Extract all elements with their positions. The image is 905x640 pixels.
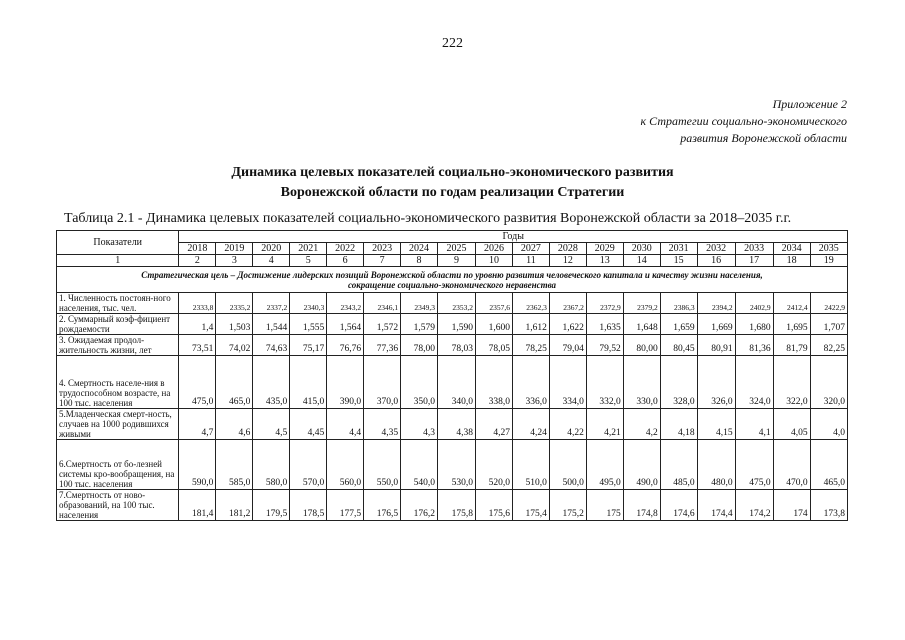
indicator-value: 81,36 [735, 335, 773, 356]
year-header: 2028 [549, 243, 586, 255]
indicator-value: 1,622 [549, 314, 586, 335]
indicator-value: 181,4 [179, 490, 216, 521]
indicator-value: 1,680 [735, 314, 773, 335]
indicator-value: 2412,4 [773, 293, 810, 314]
indicator-value: 2337,2 [253, 293, 290, 314]
indicator-value: 475,0 [735, 440, 773, 490]
indicator-value: 4,1 [735, 409, 773, 440]
indicator-value: 2343,2 [327, 293, 364, 314]
indicator-value: 2422,9 [810, 293, 847, 314]
indicator-value: 4,22 [549, 409, 586, 440]
indicator-value: 550,0 [364, 440, 401, 490]
indicator-value: 560,0 [327, 440, 364, 490]
indicator-value: 2346,1 [364, 293, 401, 314]
year-header: 2035 [810, 243, 847, 255]
indicator-value: 4,24 [512, 409, 549, 440]
column-number: 19 [810, 255, 847, 267]
header-row-column-numbers [57, 255, 848, 267]
goal-row [57, 267, 848, 293]
indicator-value: 175 [586, 490, 623, 521]
indicator-value: 82,25 [810, 335, 847, 356]
indicator-value: 1,503 [216, 314, 253, 335]
strategic-goal-line-2: сокращение социально-экономического неравенства [347, 279, 557, 290]
indicator-value: 181,2 [216, 490, 253, 521]
document-title-line-1: Динамика целевых показателей социально-экономического развития [231, 165, 674, 180]
indicator-value: 465,0 [216, 356, 253, 409]
indicator-label: 7.Смертность от ново-образований, на 100 тыс. населения [57, 490, 179, 521]
indicator-value: 2335,2 [216, 293, 253, 314]
indicator-label: 6.Смертность от бо-лезней системы кро-вообращения, на 100 тыс. населения [57, 440, 179, 490]
indicator-value: 500,0 [549, 440, 586, 490]
indicator-value: 2394,2 [697, 293, 735, 314]
indicator-value: 485,0 [660, 440, 697, 490]
indicator-label: 3. Ожидаемая продол-жительность жизни, лет [57, 335, 179, 356]
header-indicator: Показатели [57, 231, 179, 255]
indicator-value: 2386,3 [660, 293, 697, 314]
document-title-line-2: Воронежской области по годам реализации Стратегии [280, 185, 625, 200]
year-header: 2024 [401, 243, 438, 255]
indicator-value: 1,4 [179, 314, 216, 335]
indicator-value: 510,0 [512, 440, 549, 490]
year-header: 2022 [327, 243, 364, 255]
indicator-value: 4,6 [216, 409, 253, 440]
indicator-value: 585,0 [216, 440, 253, 490]
indicator-value: 322,0 [773, 356, 810, 409]
appendix-line-3: развития Воронежской области [680, 131, 847, 145]
indicator-value: 175,8 [438, 490, 476, 521]
indicator-value: 4,3 [401, 409, 438, 440]
column-number: 12 [549, 255, 586, 267]
column-number: 15 [660, 255, 697, 267]
table-row [57, 356, 848, 409]
column-number: 8 [401, 255, 438, 267]
indicator-value: 78,25 [512, 335, 549, 356]
header-years: Годы [179, 231, 848, 243]
indicator-value: 79,52 [586, 335, 623, 356]
column-number: 5 [290, 255, 327, 267]
indicator-value: 390,0 [327, 356, 364, 409]
column-number: 14 [623, 255, 660, 267]
indicator-value: 330,0 [623, 356, 660, 409]
indicator-value: 435,0 [253, 356, 290, 409]
indicator-label: 5.Младенческая смерт-ность, случаев на 1000 родившихся живыми [57, 409, 179, 440]
indicator-value: 1,707 [810, 314, 847, 335]
column-number: 18 [773, 255, 810, 267]
indicator-value: 173,8 [810, 490, 847, 521]
indicator-value: 175,4 [512, 490, 549, 521]
indicator-value: 4,35 [364, 409, 401, 440]
indicator-value: 326,0 [697, 356, 735, 409]
indicator-value: 370,0 [364, 356, 401, 409]
indicator-value: 1,572 [364, 314, 401, 335]
indicators-table [56, 230, 848, 521]
indicator-value: 2340,3 [290, 293, 327, 314]
year-header: 2021 [290, 243, 327, 255]
indicator-value: 174 [773, 490, 810, 521]
indicator-value: 177,5 [327, 490, 364, 521]
document-title [0, 163, 905, 203]
strategic-goal [57, 267, 848, 293]
table-row [57, 293, 848, 314]
indicator-value: 75,17 [290, 335, 327, 356]
indicator-value: 4,05 [773, 409, 810, 440]
indicator-value: 2367,2 [549, 293, 586, 314]
indicator-value: 1,659 [660, 314, 697, 335]
indicator-value: 570,0 [290, 440, 327, 490]
indicator-value: 4,5 [253, 409, 290, 440]
strategic-goal-line-1: Стратегическая цель – Достижение лидерских позиций Воронежской области по уровню развития человеческого капитала и качеству жизни населения, [141, 269, 763, 280]
indicator-value: 328,0 [660, 356, 697, 409]
indicator-value: 520,0 [476, 440, 513, 490]
indicator-value: 175,2 [549, 490, 586, 521]
indicator-value: 2402,9 [735, 293, 773, 314]
indicator-value: 4,0 [810, 409, 847, 440]
column-number: 4 [253, 255, 290, 267]
indicator-label: 4. Смертность населе-ния в трудоспособном возрасте, на 100 тыс. населения [57, 356, 179, 409]
indicator-label: 1. Численность постоян-ного населения, тыс. чел. [57, 293, 179, 314]
header-row-years-title [57, 231, 848, 243]
year-header: 2031 [660, 243, 697, 255]
indicator-value: 74,02 [216, 335, 253, 356]
indicator-value: 350,0 [401, 356, 438, 409]
indicator-value: 1,648 [623, 314, 660, 335]
indicator-value: 2333,8 [179, 293, 216, 314]
indicator-value: 79,04 [549, 335, 586, 356]
year-header: 2034 [773, 243, 810, 255]
indicator-value: 1,635 [586, 314, 623, 335]
indicator-value: 475,0 [179, 356, 216, 409]
indicator-value: 480,0 [697, 440, 735, 490]
indicator-value: 320,0 [810, 356, 847, 409]
indicator-value: 178,5 [290, 490, 327, 521]
indicator-value: 338,0 [476, 356, 513, 409]
indicator-value: 4,15 [697, 409, 735, 440]
indicator-value: 80,91 [697, 335, 735, 356]
indicator-value: 490,0 [623, 440, 660, 490]
indicator-value: 530,0 [438, 440, 476, 490]
indicator-value: 174,6 [660, 490, 697, 521]
indicator-value: 465,0 [810, 440, 847, 490]
indicator-value: 81,79 [773, 335, 810, 356]
page-number: 222 [442, 36, 463, 51]
year-header: 2025 [438, 243, 476, 255]
appendix-line-1: Приложение 2 [772, 97, 847, 111]
indicator-value: 78,00 [401, 335, 438, 356]
indicator-value: 77,36 [364, 335, 401, 356]
indicator-value: 78,03 [438, 335, 476, 356]
indicator-value: 176,5 [364, 490, 401, 521]
indicator-value: 1,669 [697, 314, 735, 335]
column-number: 10 [476, 255, 513, 267]
column-number: 16 [697, 255, 735, 267]
indicator-value: 4,18 [660, 409, 697, 440]
indicator-value: 80,45 [660, 335, 697, 356]
indicator-value: 4,45 [290, 409, 327, 440]
year-header: 2026 [476, 243, 513, 255]
indicator-value: 415,0 [290, 356, 327, 409]
table-row [57, 440, 848, 490]
indicator-value: 340,0 [438, 356, 476, 409]
indicator-value: 580,0 [253, 440, 290, 490]
indicator-value: 4,27 [476, 409, 513, 440]
indicator-value: 1,564 [327, 314, 364, 335]
year-header: 2033 [735, 243, 773, 255]
indicator-value: 76,76 [327, 335, 364, 356]
indicator-value: 4,4 [327, 409, 364, 440]
indicator-value: 1,612 [512, 314, 549, 335]
indicator-label: 2. Суммарный коэф-фициент рождаемости [57, 314, 179, 335]
year-header: 2030 [623, 243, 660, 255]
indicator-value: 78,05 [476, 335, 513, 356]
indicator-value: 174,4 [697, 490, 735, 521]
indicator-value: 495,0 [586, 440, 623, 490]
year-header: 2027 [512, 243, 549, 255]
table-row [57, 314, 848, 335]
appendix-line-2: к Стратегии социально-экономического [640, 114, 847, 128]
indicator-value: 2357,6 [476, 293, 513, 314]
indicator-value: 1,579 [401, 314, 438, 335]
indicator-value: 174,2 [735, 490, 773, 521]
indicator-value: 4,7 [179, 409, 216, 440]
indicator-value: 1,590 [438, 314, 476, 335]
column-number: 6 [327, 255, 364, 267]
year-header: 2029 [586, 243, 623, 255]
indicator-value: 74,63 [253, 335, 290, 356]
indicator-value: 73,51 [179, 335, 216, 356]
indicator-value: 174,8 [623, 490, 660, 521]
indicator-value: 2379,2 [623, 293, 660, 314]
indicator-value: 80,00 [623, 335, 660, 356]
year-header: 2032 [697, 243, 735, 255]
indicator-value: 1,600 [476, 314, 513, 335]
table-row [57, 409, 848, 440]
year-header: 2018 [179, 243, 216, 255]
indicator-value: 590,0 [179, 440, 216, 490]
table-row [57, 335, 848, 356]
column-number: 1 [57, 255, 179, 267]
table-row [57, 490, 848, 521]
column-number: 3 [216, 255, 253, 267]
column-number: 7 [364, 255, 401, 267]
indicator-value: 175,6 [476, 490, 513, 521]
indicator-value: 4,2 [623, 409, 660, 440]
indicator-value: 2349,3 [401, 293, 438, 314]
indicator-value: 324,0 [735, 356, 773, 409]
indicator-value: 2372,9 [586, 293, 623, 314]
indicator-value: 470,0 [773, 440, 810, 490]
column-number: 9 [438, 255, 476, 267]
indicator-value: 4,38 [438, 409, 476, 440]
year-header: 2019 [216, 243, 253, 255]
indicator-value: 176,2 [401, 490, 438, 521]
column-number: 2 [179, 255, 216, 267]
indicator-value: 1,544 [253, 314, 290, 335]
indicator-value: 2362,3 [512, 293, 549, 314]
column-number: 13 [586, 255, 623, 267]
indicator-value: 4,21 [586, 409, 623, 440]
indicator-value: 1,555 [290, 314, 327, 335]
indicator-value: 334,0 [549, 356, 586, 409]
column-number: 17 [735, 255, 773, 267]
year-header: 2020 [253, 243, 290, 255]
year-header: 2023 [364, 243, 401, 255]
indicator-value: 332,0 [586, 356, 623, 409]
indicator-value: 1,695 [773, 314, 810, 335]
table-caption: Таблица 2.1 - Динамика целевых показателей социально-экономического развития Воронежской области за 2018–2035 г.г. [64, 211, 792, 226]
indicator-value: 540,0 [401, 440, 438, 490]
indicator-value: 179,5 [253, 490, 290, 521]
indicator-value: 2353,2 [438, 293, 476, 314]
column-number: 11 [512, 255, 549, 267]
appendix-note [641, 96, 847, 147]
indicator-value: 336,0 [512, 356, 549, 409]
